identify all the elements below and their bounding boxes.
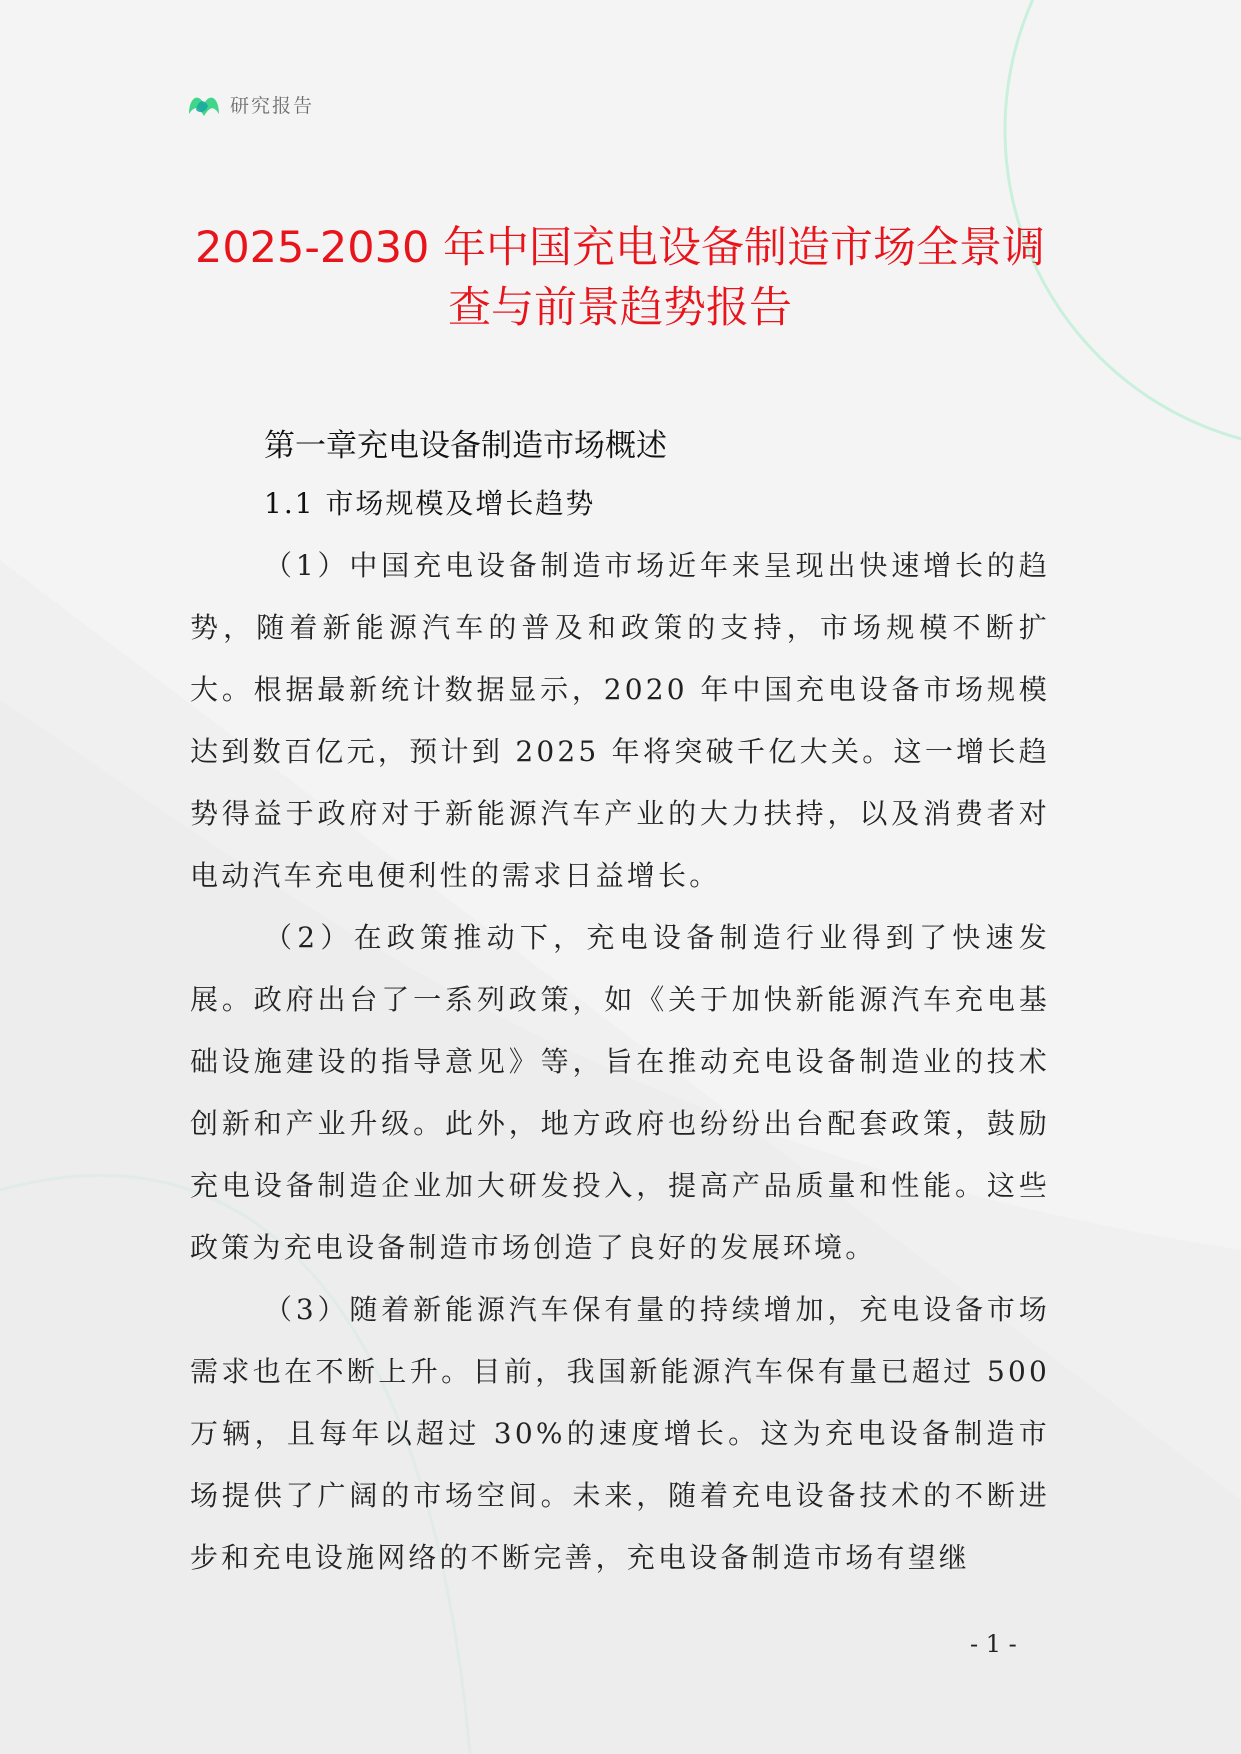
paragraph-1: （1）中国充电设备制造市场近年来呈现出快速增长的趋势，随着新能源汽车的普及和政策的支持，市场规模不断扩大。根据最新统计数据显示，2020 年中国充电设备市场规模达到数百亿元，预计到 2025 年将突破千亿大关。这一增长趋势得益于政府对于新能源汽车产业的大力扶持，以及消费者对电动汽车充电便利性的需求日益增长。 (190, 549, 1050, 892)
paragraph-3: （3）随着新能源汽车保有量的持续增加，充电设备市场需求也在不断上升。目前，我国新能源汽车保有量已超过 500 万辆，且每年以超过 30%的速度增长。这为充电设备制造市场提供了广阔的市场空间。未来，随着充电设备技术的不断进步和充电设施网络的不断完善，充电设备制造市场有望继 (190, 1293, 1050, 1574)
report-title: 2025-2030 年中国充电设备制造市场全景调查与前景趋势报告 (194, 223, 1046, 333)
paragraph-2: （2）在政策推动下，充电设备制造行业得到了快速发展。政府出台了一系列政策，如《关于加快新能源汽车充电基础设施建设的指导意见》等，旨在推动充电设备制造业的技术创新和产业升级。此外，地方政府也纷纷出台配套政策，鼓励充电设备制造企业加大研发投入，提高产品质量和性能。这些政策为充电设备制造市场创造了良好的发展环境。 (190, 921, 1050, 1264)
brand-text: 研究报告 (230, 94, 315, 117)
chapter-heading: 第一章充电设备制造市场概述 (264, 428, 667, 464)
brand-header (186, 88, 314, 120)
section-heading: 1.1 市场规模及增长趋势 (264, 487, 596, 520)
page-number: - 1 - (970, 1630, 1017, 1658)
brand-logo-icon (186, 88, 222, 120)
